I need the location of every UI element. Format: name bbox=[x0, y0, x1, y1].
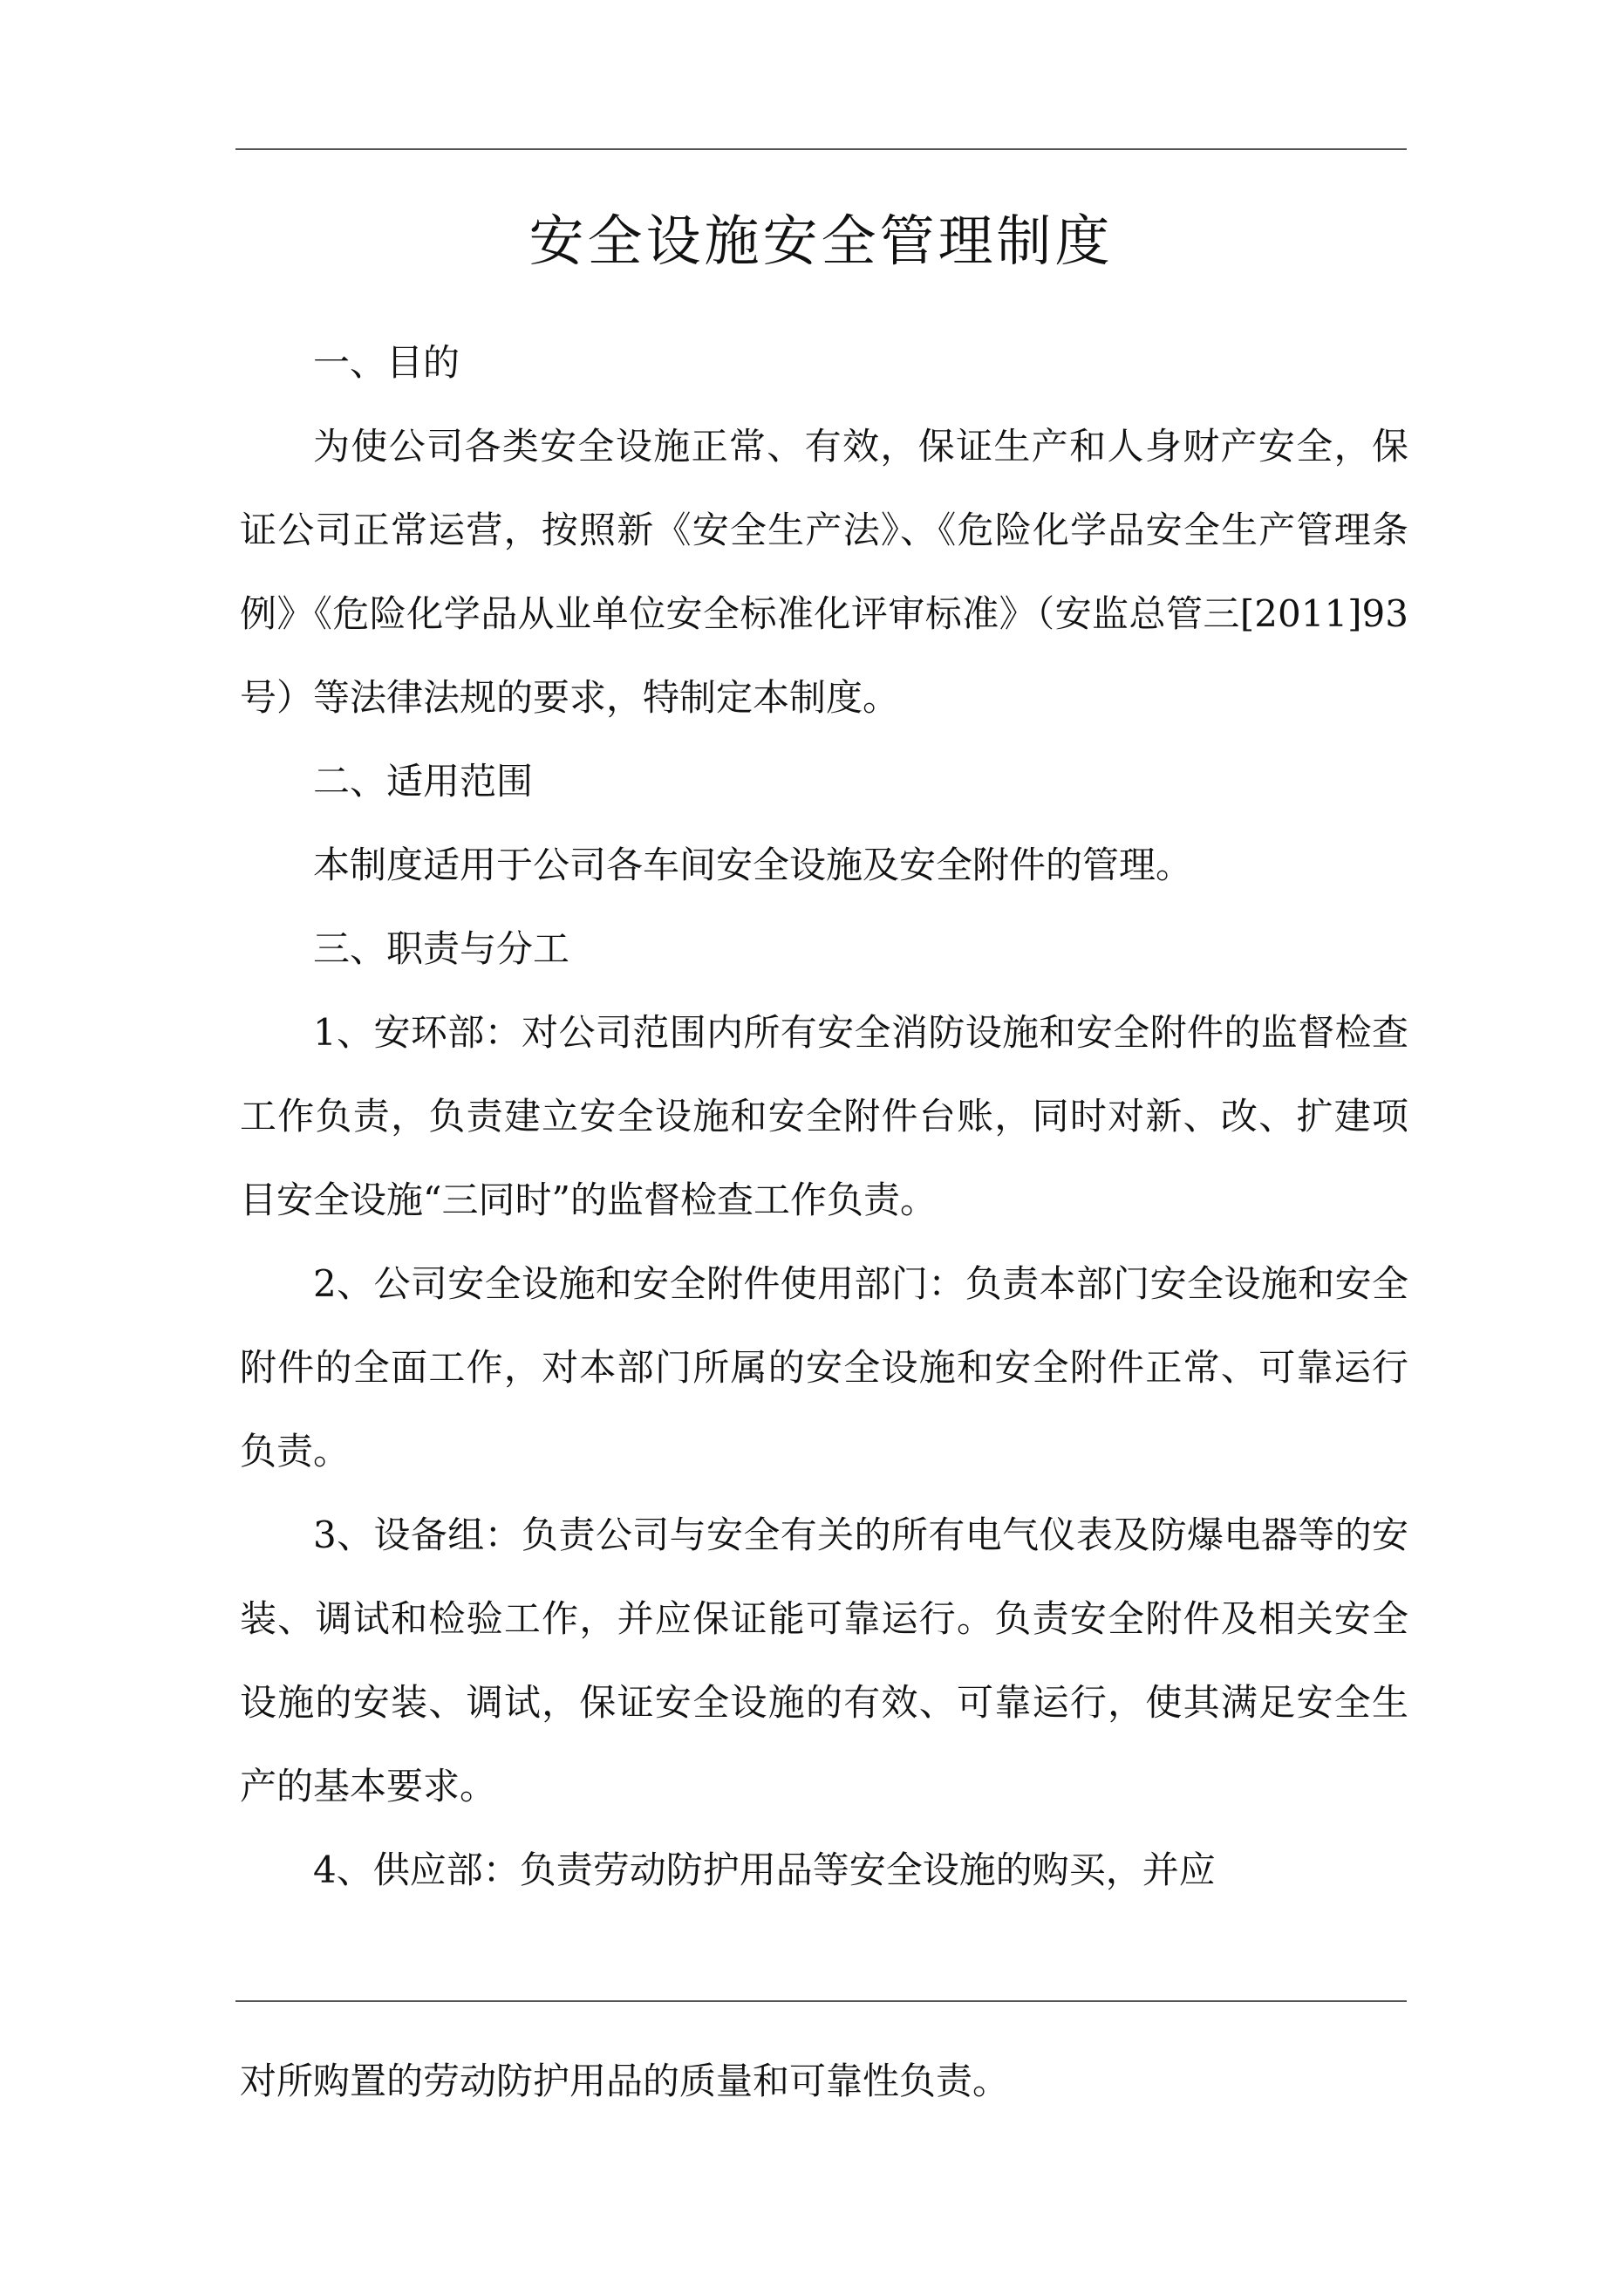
document-title: 安全设施安全管理制度 bbox=[528, 209, 1114, 273]
section-heading-responsibilities: 三、职责与分工 bbox=[313, 927, 570, 970]
paragraph-purpose: 为使公司各类安全设施正常、有效，保证生产和人身财产安全，保证公司正常运营，按照新《安全生产法》、《危险化学品安全生产管理条例》《危险化学品从业单位安全标准化评审标准》（安监总管三[2011]93号）等法律法规的要求，特制定本制度。 bbox=[240, 425, 1408, 719]
paragraph-responsibility-1: 1、安环部：对公司范围内所有安全消防设施和安全附件的监督检查工作负责，负责建立安全设施和安全附件台账，同时对新、改、扩建项目安全设施“三同时”的监督检查工作负责。 bbox=[240, 1011, 1408, 1221]
section-heading-purpose: 一、目的 bbox=[313, 341, 460, 384]
paragraph-responsibility-4: 4、供应部：负责劳动防护用品等安全设施的购买，并应 bbox=[313, 1848, 1216, 1891]
paragraph-responsibility-2: 2、公司安全设施和安全附件使用部门：负责本部门安全设施和安全附件的全面工作，对本部门所属的安全设施和安全附件正常、可靠运行负责。 bbox=[240, 1262, 1408, 1473]
header-rule bbox=[235, 148, 1407, 150]
document-body bbox=[240, 321, 1408, 1912]
section-heading-scope: 二、适用范围 bbox=[313, 760, 534, 803]
paragraph-continuation: 对所购置的劳动防护用品的质量和可靠性负责。 bbox=[240, 2060, 1010, 2102]
paragraph-scope: 本制度适用于公司各车间安全设施及安全附件的管理。 bbox=[313, 844, 1193, 886]
page-break-rule bbox=[235, 2000, 1407, 2002]
paragraph-responsibility-3: 3、设备组：负责公司与安全有关的所有电气仪表及防爆电器等的安装、调试和检验工作，并应保证能可靠运行。负责安全附件及相关安全设施的安装、调试，保证安全设施的有效、可靠运行，使其满足安全生产的基本要求。 bbox=[240, 1514, 1408, 1807]
